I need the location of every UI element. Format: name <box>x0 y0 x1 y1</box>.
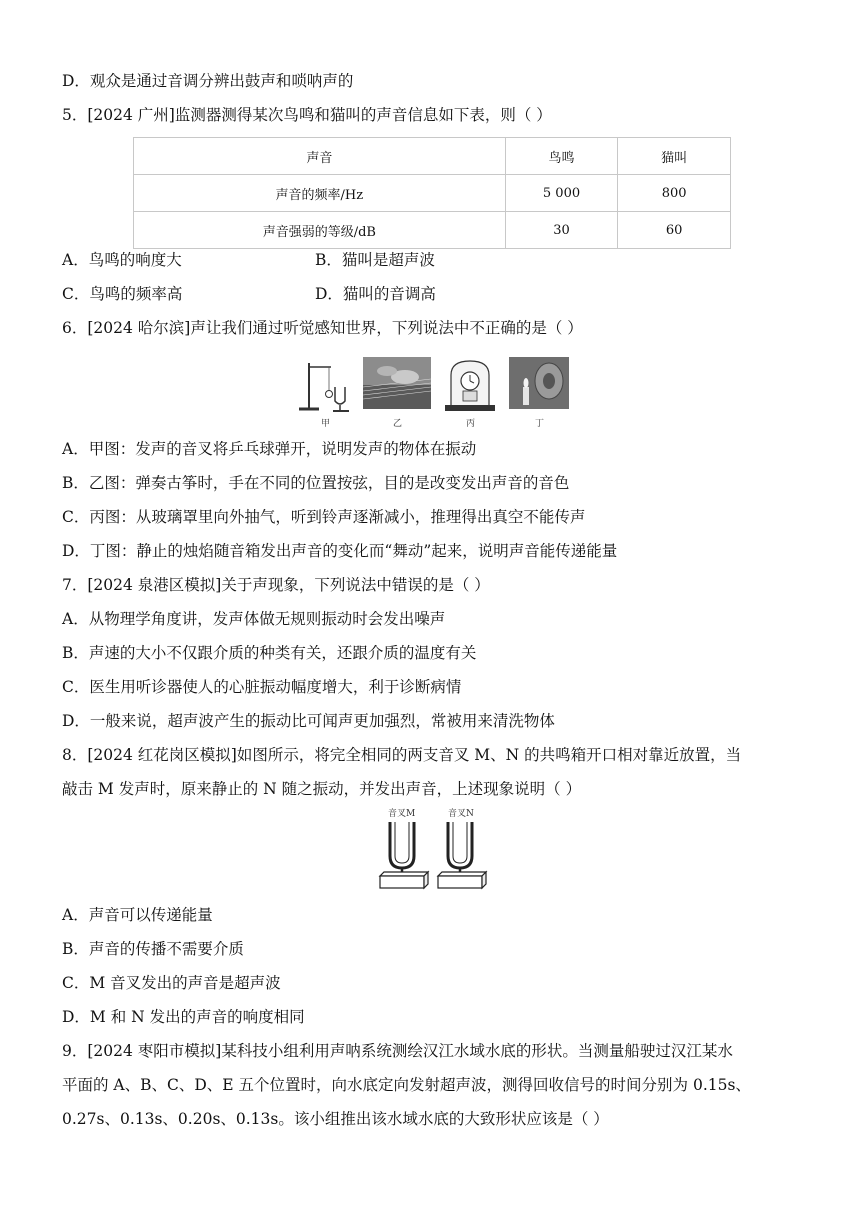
q5-stem: 5．[2024 广州]监测器测得某次鸟鸣和猫叫的声音信息如下表，则（ ） <box>62 106 552 124</box>
table-header-cell: 猫叫 <box>618 138 731 175</box>
table-header-row <box>134 138 731 175</box>
q8-stem-line-1: 8．[2024 红花岗区模拟]如图所示，将完全相同的两支音叉 M、N 的共鸣箱开口相对靠近放置，当 <box>62 746 742 764</box>
q8-option-c: C．M 音叉发出的声音是超声波 <box>62 974 281 992</box>
q9-line-1: 9．[2024 枣阳市模拟]某科技小组利用声呐系统测绘汉江水域水底的形状。当测量船驶过汉江某水 <box>62 1042 733 1060</box>
table-cell: 声音的频率/Hz <box>134 175 506 212</box>
table-cell: 5 000 <box>505 175 618 212</box>
q8-option-d: D．M 和 N 发出的声音的响度相同 <box>62 1008 305 1026</box>
q6-option-a: A．甲图：发声的音叉将乒乓球弹开，说明发声的物体在振动 <box>62 440 477 458</box>
q5-option-b: B．猫叫是超声波 <box>315 251 435 269</box>
q5-option-d: D．猫叫的音调高 <box>315 285 436 303</box>
q6-option-d: D．丁图：静止的烛焰随音箱发出声音的变化而“舞动”起来，说明声音能传递能量 <box>62 542 618 560</box>
table-cell: 30 <box>505 212 618 249</box>
q5-sound-table <box>133 137 731 249</box>
q7-option-a: A．从物理学角度讲，发声体做无规则振动时会发出噪声 <box>62 610 446 628</box>
figure-label-fork-n: 音叉N <box>448 809 474 819</box>
guzheng-photo <box>363 357 431 409</box>
q6-figure-row <box>295 357 575 429</box>
q5-option-c: C．鸟鸣的频率高 <box>62 285 183 303</box>
q9-line-3: 0.27s、0.13s、0.20s、0.13s。该小组推出该水域水底的大致形状应该是（ ） <box>62 1110 609 1128</box>
table-header-cell: 鸟鸣 <box>505 138 618 175</box>
q6-option-b: B．乙图：弹奏古筝时，手在不同的位置按弦，目的是改变发出声音的音色 <box>62 474 570 492</box>
bell-jar-figure <box>441 357 499 415</box>
q8-tuning-forks-figure <box>378 806 490 892</box>
q6-stem: 6．[2024 哈尔滨]声让我们通过听觉感知世界，下列说法中不正确的是（ ） <box>62 319 583 337</box>
q7-stem: 7．[2024 泉港区模拟]关于声现象，下列说法中错误的是（ ） <box>62 576 490 594</box>
table-row <box>134 212 731 249</box>
q5-options-row-2 <box>62 283 810 305</box>
speaker-candle-photo <box>509 357 569 409</box>
q7-option-c: C．医生用听诊器使人的心脏振动幅度增大，利于诊断病情 <box>62 678 462 696</box>
table-cell: 800 <box>618 175 731 212</box>
figure-label-bing: 丙 <box>466 419 476 429</box>
q4-option-d: D．观众是通过音调分辨出鼓声和唢呐声的 <box>62 72 354 90</box>
table-cell: 声音强弱的等级/dB <box>134 212 506 249</box>
q5-option-a: A．鸟鸣的响度大 <box>62 251 182 269</box>
figure-label-fork-m: 音叉M <box>388 809 416 819</box>
q7-option-b: B．声速的大小不仅跟介质的种类有关，还跟介质的温度有关 <box>62 644 477 662</box>
figure-label-ding: 丁 <box>535 419 545 429</box>
tuning-fork-pair-icon <box>378 818 490 892</box>
q8-option-a: A．声音可以传递能量 <box>62 906 213 924</box>
q5-options-row-1 <box>62 249 810 271</box>
table-header-cell: 声音 <box>134 138 506 175</box>
figure-label-yi: 乙 <box>393 419 403 429</box>
tuning-fork-ball-figure <box>295 357 355 415</box>
q7-option-d: D．一般来说，超声波产生的振动比可闻声更加强烈，常被用来清洗物体 <box>62 712 555 730</box>
table-cell: 60 <box>618 212 731 249</box>
table-row <box>134 175 731 212</box>
q6-option-c: C．丙图：从玻璃罩里向外抽气，听到铃声逐渐减小，推理得出真空不能传声 <box>62 508 586 526</box>
q8-option-b: B．声音的传播不需要介质 <box>62 940 244 958</box>
q8-stem-line-2: 敲击 M 发声时，原来静止的 N 随之振动，并发出声音，上述现象说明（ ） <box>62 780 582 798</box>
q9-line-2: 平面的 A、B、C、D、E 五个位置时，向水底定向发射超声波，测得回收信号的时间分别为 0.15s、 <box>62 1076 751 1094</box>
figure-label-jia: 甲 <box>321 419 331 429</box>
